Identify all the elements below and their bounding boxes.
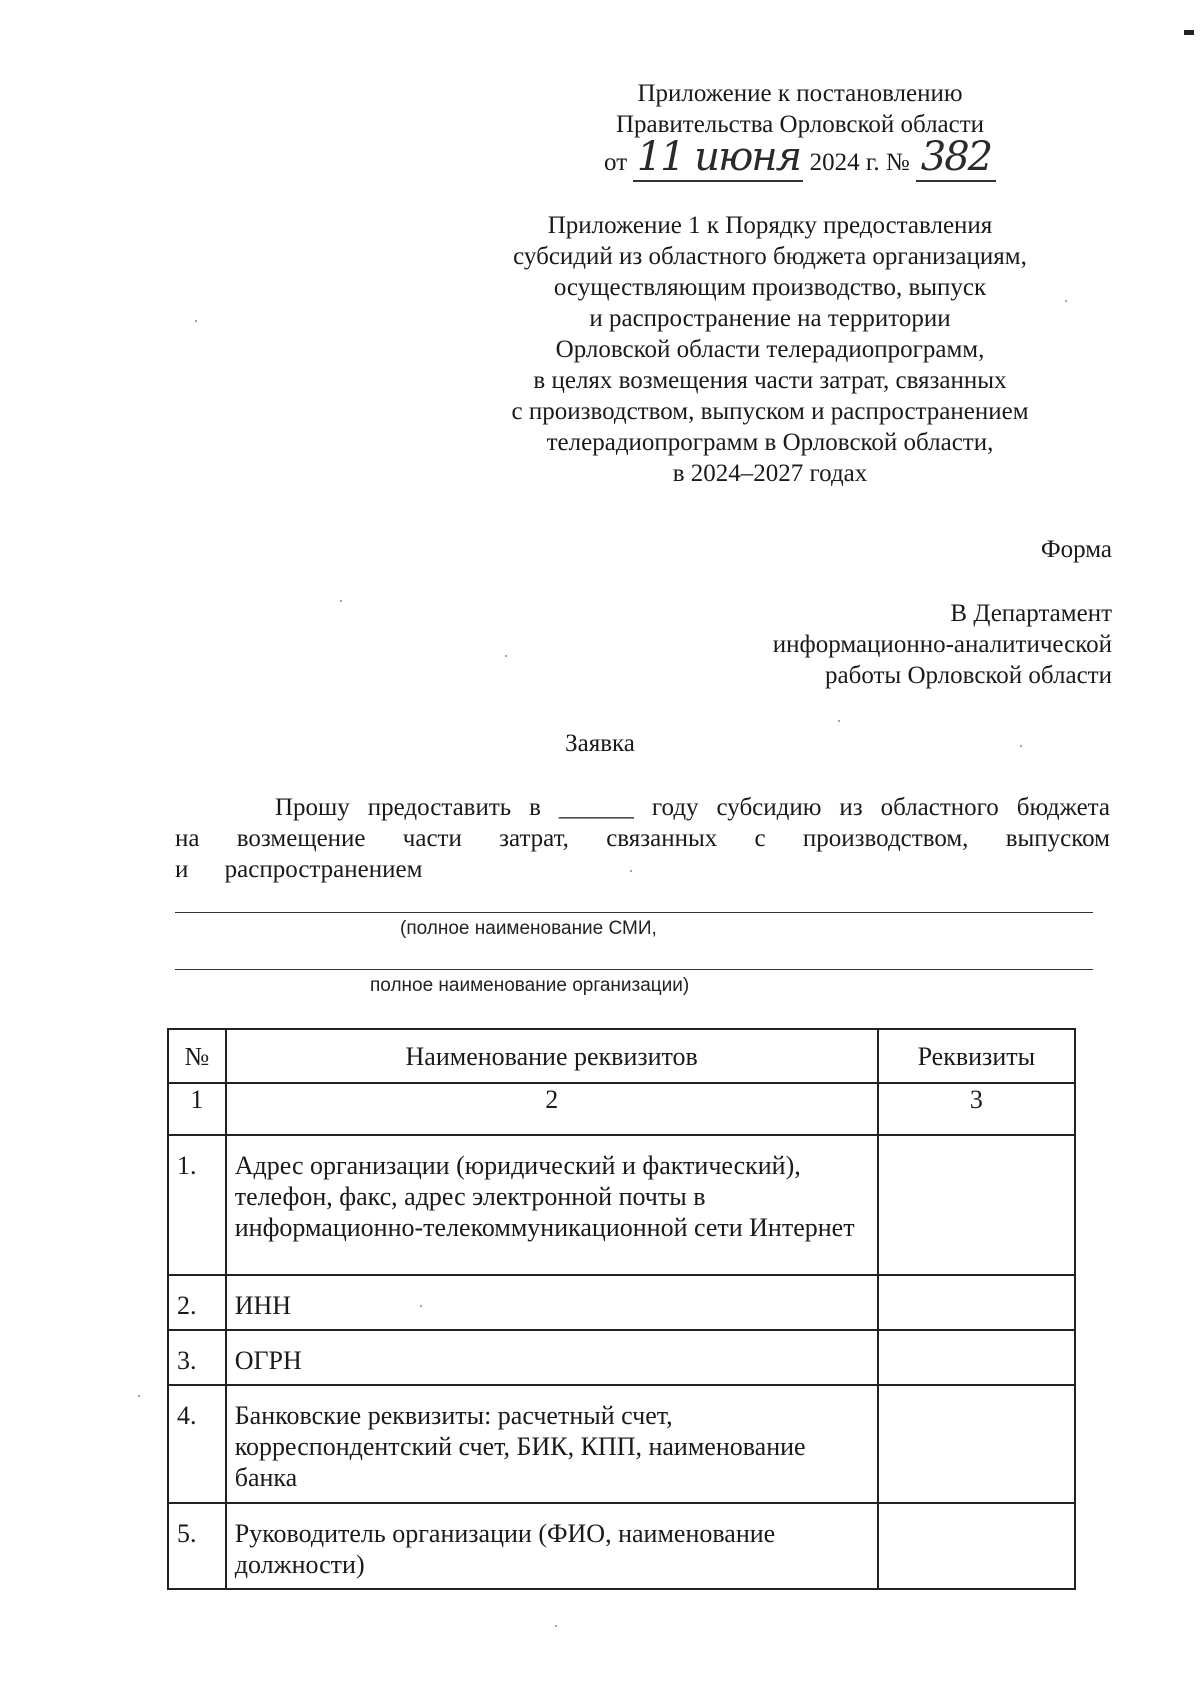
approval-block (540, 78, 1060, 178)
row-number: 2. (168, 1275, 226, 1330)
appendix-line: с производством, выпуском и распространением (511, 398, 1029, 425)
request-line-1-text: Прошу предоставить в ______ году субсидию из областного бюджета (275, 794, 1110, 821)
row-name: Руководитель организации (ФИО, наименование должности) (226, 1503, 878, 1589)
department-line: В Департамент (950, 600, 1112, 627)
approval-from-label: от (604, 149, 628, 176)
header-value: Реквизиты (878, 1029, 1075, 1083)
table-row (168, 1503, 1075, 1589)
column-number-row (168, 1083, 1075, 1135)
row-value-cell[interactable] (878, 1330, 1075, 1385)
table-row (168, 1275, 1075, 1330)
row-number: 5. (168, 1503, 226, 1589)
row-number: 1. (168, 1135, 226, 1275)
column-number: 3 (878, 1083, 1075, 1135)
handwritten-date: 11 июня (636, 134, 801, 180)
media-name-caption: (полное наименование СМИ, (400, 918, 657, 939)
row-name: ИНН (226, 1275, 878, 1330)
row-name: ОГРН (226, 1330, 878, 1385)
appendix-block (470, 210, 1070, 489)
scan-speck (838, 720, 840, 722)
header-name: Наименование реквизитов (226, 1029, 878, 1083)
scan-speck (1065, 300, 1067, 302)
scan-speck (340, 600, 342, 602)
column-number: 1 (168, 1083, 226, 1135)
row-value-cell[interactable] (878, 1503, 1075, 1589)
scan-speck (420, 1305, 422, 1307)
header-no: № (168, 1029, 226, 1083)
appendix-line: телерадиопрограмм в Орловской области, (546, 429, 994, 456)
request-line-3: и распространением (175, 856, 423, 883)
appendix-line: Приложение 1 к Порядку предоставления (547, 212, 993, 239)
scan-speck (555, 1625, 557, 1627)
scan-speck (1020, 745, 1022, 747)
row-name: Адрес организации (юридический и фактический), телефон, факс, адрес электронной почты в информационно-телекоммуникационной сети Интернет (226, 1135, 878, 1275)
media-name-blank[interactable] (175, 912, 1093, 913)
document-title: Заявка (565, 730, 635, 757)
request-line-1 (175, 792, 1110, 823)
approval-number-field (916, 134, 996, 182)
department-line: работы Орловской области (825, 662, 1112, 689)
scan-speck (138, 1395, 140, 1397)
column-number: 2 (226, 1083, 878, 1135)
approval-date-field (633, 134, 803, 182)
scan-speck (630, 870, 632, 872)
org-name-blank[interactable] (175, 969, 1093, 970)
row-value-cell[interactable] (878, 1385, 1075, 1503)
approval-line-1: Приложение к постановлению (637, 80, 963, 107)
appendix-line: Орловской области телерадиопрограмм, (555, 336, 985, 363)
appendix-line: субсидий из областного бюджета организациям, (513, 243, 1027, 270)
department-line: информационно-аналитической (772, 631, 1112, 658)
department-block (773, 598, 1112, 691)
request-line-2: на возмещение части затрат, связанных с производством, выпуском (175, 825, 1110, 852)
approval-line-2: Правительства Орловской области (615, 111, 985, 138)
appendix-line: в целях возмещения части затрат, связанных (533, 367, 1007, 394)
org-name-caption: полное наименование организации) (370, 975, 690, 996)
table-row (168, 1135, 1075, 1275)
row-name: Банковские реквизиты: расчетный счет, корреспондентский счет, БИК, КПП, наименование банка (226, 1385, 878, 1503)
table-row (168, 1330, 1075, 1385)
table-row (168, 1385, 1075, 1503)
form-label: Форма (1040, 536, 1112, 563)
scan-speck (195, 320, 197, 322)
appendix-line: в 2024–2027 годах (672, 460, 868, 487)
table-header-row (168, 1029, 1075, 1083)
appendix-line: и распространение на территории (589, 305, 951, 332)
requisites-table (167, 1028, 1076, 1590)
row-value-cell[interactable] (878, 1275, 1075, 1330)
row-number: 3. (168, 1330, 226, 1385)
handwritten-number: 382 (920, 134, 992, 180)
approval-line-3 (540, 134, 1060, 180)
scan-speck (505, 655, 507, 657)
approval-year-label: 2024 г. № (809, 149, 910, 176)
row-number: 4. (168, 1385, 226, 1503)
request-paragraph (175, 792, 1110, 885)
row-value-cell[interactable] (878, 1135, 1075, 1275)
appendix-line: осуществляющим производство, выпуск (553, 274, 987, 301)
scan-mark (1184, 30, 1194, 35)
